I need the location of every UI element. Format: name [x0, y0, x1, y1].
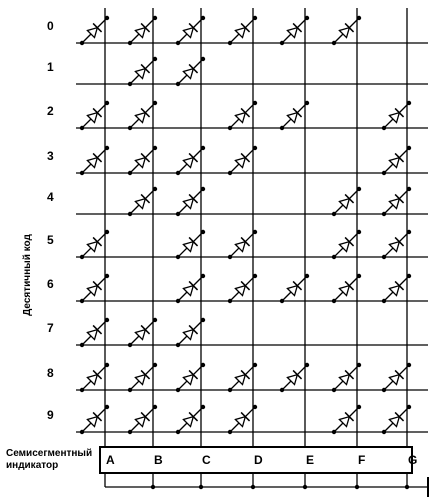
bus-dot-F [355, 485, 359, 489]
row-label-5: 5 [47, 233, 54, 247]
row-label-1: 1 [47, 60, 54, 74]
indicator-label-line1: Семисегментный [6, 448, 93, 459]
wire-grid [76, 8, 428, 447]
segment-label-D: D [254, 453, 263, 467]
row-label-3: 3 [47, 149, 54, 163]
row-label-9: 9 [47, 408, 54, 422]
segment-label-B: B [154, 453, 163, 467]
indicator-label-line2: индикатор [6, 460, 59, 471]
segment-labels [106, 453, 417, 467]
axis-label-decimal-code: Десятичный код [22, 234, 33, 316]
bottom-bus [105, 473, 428, 497]
row-label-2: 2 [47, 104, 54, 118]
segment-label-E: E [306, 453, 315, 467]
row-label-8: 8 [47, 366, 54, 380]
segment-label-C: C [202, 453, 211, 467]
segment-label-A: A [106, 453, 115, 467]
row-label-4: 4 [47, 190, 54, 204]
segment-label-G: G [408, 453, 418, 467]
segment-label-F: F [358, 453, 366, 467]
bus-dot-C [199, 485, 203, 489]
bus-dot-D [251, 485, 255, 489]
bus-dot-E [303, 485, 307, 489]
bus-dot-G [405, 485, 409, 489]
row-label-7: 7 [47, 321, 54, 335]
row-label-6: 6 [47, 277, 54, 291]
diodes-layer [80, 16, 411, 434]
bus-dot-B [151, 485, 155, 489]
row-label-0: 0 [47, 19, 54, 33]
row-labels [47, 19, 54, 422]
